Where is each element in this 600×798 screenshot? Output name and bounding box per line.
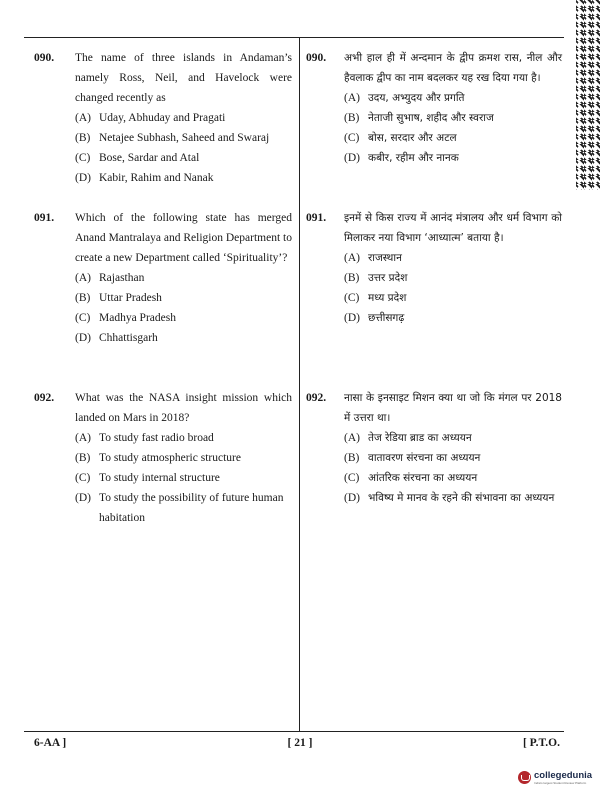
collegedunia-watermark [518,771,592,785]
option [34,428,292,448]
option-label: (B) [344,272,360,284]
option-text: छत्तीसगढ़ [368,312,405,324]
paper-code: 6-AA ] [34,737,67,749]
option-label: (B) [344,112,360,124]
option-text: Chhattisgarh [99,332,158,344]
option-text: Rajasthan [99,272,145,284]
option [306,468,562,488]
option [34,148,292,168]
option [34,288,292,308]
pto-label: [ P.T.O. [522,737,560,749]
question-number: 092. [34,392,55,404]
question-text: अभी हाल ही में अन्दमान के द्वीप क्रमश रास, नील और हैवलाक द्वीप का नाम बदलकर यह रख दिया गया है। [344,52,562,84]
option-text: उदय, अभ्युदय और प्रगति [368,92,465,104]
option-label: (B) [75,292,91,304]
option-label: (C) [344,292,360,304]
option [34,308,292,328]
question-number: 091. [306,212,327,224]
option [34,448,292,468]
option-text: To study internal structure [99,472,220,484]
question-090-hi [306,48,562,168]
page-number: [ 21 ] [287,737,313,749]
option [306,448,562,468]
option-label: (B) [75,452,91,464]
option-text: कबीर, रहीम और नानक [368,152,459,164]
option-text: To study fast radio broad [99,432,214,444]
option-text: भविष्य मे मानव के रहने की संभावना का अध्ययन [368,492,555,504]
option-text: Kabir, Rahim and Nanak [99,172,214,184]
option [306,488,562,508]
option-label: (A) [75,272,91,284]
question-number: 090. [306,52,327,64]
option-text: राजस्थान [368,252,402,264]
option [306,128,562,148]
option-text: Uttar Pradesh [99,292,162,304]
option-label: (D) [75,332,91,344]
question-092-hi [306,388,562,508]
option-label: (D) [75,172,91,184]
option [306,428,562,448]
option [34,488,292,528]
bottom-rule [24,731,564,732]
column-divider [299,37,300,731]
option-text: Uday, Abhuday and Pragati [99,112,226,124]
option-text: बोस, सरदार और अटल [368,132,457,144]
watermark-tagline: India's largest Student Review Platform [534,780,587,785]
option-label: (B) [344,452,360,464]
option-text: वातावरण संरचना का अध्ययन [368,452,481,464]
option-text: नेताजी सुभाष, शहीद और स्वराज [368,112,494,124]
option [306,248,562,268]
question-092-en [34,388,292,528]
option-text: तेज रेडिया ब्राड का अध्ययन [368,432,472,444]
option-text: उत्तर प्रदेश [368,272,408,284]
option-label: (A) [344,252,360,264]
option [34,328,292,348]
option [306,88,562,108]
option-label: (A) [75,432,91,444]
option-label: (A) [344,432,360,444]
top-rule [24,37,564,38]
option-label: (C) [75,152,91,164]
watermark-name: collegedunia [534,770,593,781]
question-text: The name of three islands in Andaman’s namely Ross, Neil, and Havelock were changed recently as [75,52,292,104]
question-text: What was the NASA insight mission which landed on Mars in 2018? [75,392,292,424]
option-text: To study atmospheric structure [99,452,241,464]
question-text: नासा के इनसाइट मिशन क्या था जो कि मंगल पर 2018 में उत्तरा था। [344,392,562,424]
question-091-hi [306,208,562,328]
question-text: इनमें से किस राज्य में आनंद मंत्रालय और धर्म विभाग को मिलाकर नया विभाग ‘आध्यात्म’ बताया है। [344,212,562,244]
option-label: (C) [75,472,91,484]
option [34,268,292,288]
option-text: आंतरिक संरचना का अध्ययन [368,472,478,484]
decorative-margin-border [576,0,600,190]
question-number: 090. [34,52,55,64]
option-text: मध्य प्रदेश [368,292,407,304]
option-label: (C) [344,132,360,144]
option-label: (D) [344,152,360,164]
option [34,108,292,128]
question-number: 092. [306,392,327,404]
option-label: (A) [344,92,360,104]
option-text: Bose, Sardar and Atal [99,152,200,164]
collegedunia-logo-icon [518,771,531,784]
option-text: Netajee Subhash, Saheed and Swaraj [99,132,270,144]
question-090-en [34,48,292,188]
option [34,468,292,488]
option [34,168,292,188]
option-label: (C) [344,472,360,484]
option-label: (A) [75,112,91,124]
option-label: (D) [75,492,91,504]
question-number: 091. [34,212,55,224]
option [306,268,562,288]
option-label: (D) [344,312,360,324]
option [306,148,562,168]
question-text: Which of the following state has merged Anand Mantralaya and Religion Department to create a new Department called ‘Spirituality’? [75,212,292,264]
option [306,288,562,308]
option [306,108,562,128]
option-label: (D) [344,492,360,504]
option-label: (B) [75,132,91,144]
option [34,128,292,148]
option-text: To study the possibility of future human habitation [99,492,284,524]
question-091-en [34,208,292,348]
option-label: (C) [75,312,91,324]
option-text: Madhya Pradesh [99,312,176,324]
option [306,308,562,328]
